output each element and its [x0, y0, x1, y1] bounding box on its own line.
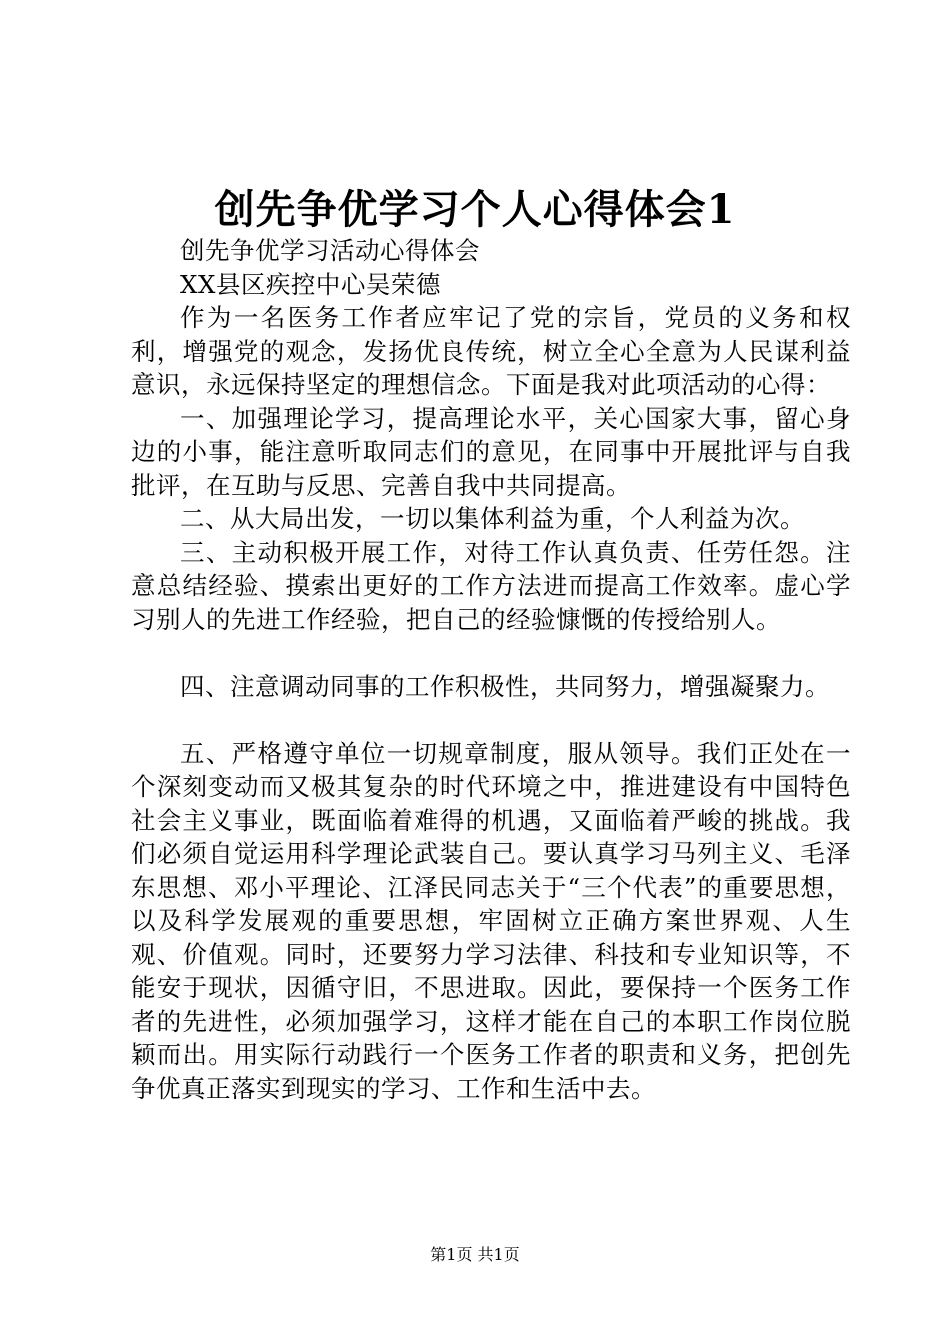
page-footer: 第1页 共1页	[430, 1245, 520, 1264]
document-body	[131, 234, 851, 1105]
point-two-paragraph: 二、从大局出发，一切以集体利益为重，个人利益为次。	[180, 504, 805, 533]
author-paragraph: XX县区疾控中心吴荣德	[180, 269, 441, 299]
intro-paragraph: 作为一名医务工作者应牢记了党的宗旨，党员的义务和权利，增强党的观念，发扬优良传统，树立全心全意为人民谋利益意识，永远保持坚定的理想信念。下面是我对此项活动的心得：	[131, 303, 851, 399]
subtitle-paragraph: 创先争优学习活动心得体会	[180, 236, 480, 265]
point-four-paragraph: 四、注意调动同事的工作积极性，共同努力，增强凝聚力。	[180, 671, 830, 701]
point-three-paragraph: 三、主动积极开展工作，对待工作认真负责、任劳任怨。注意总结经验、摸索出更好的工作方法进而提高工作效率。虚心学习别人的先进工作经验，把自己的经验慷慨的传授给别人。	[131, 537, 851, 634]
point-one-paragraph: 一、加强理论学习，提高理论水平，关心国家大事，留心身边的小事，能注意听取同志们的意见，在同事中开展批评与自我批评，在互助与反思、完善自我中共同提高。	[131, 403, 851, 500]
point-five-paragraph: 五、严格遵守单位一切规章制度，服从领导。我们正处在一个深刻变动而又极其复杂的时代环境之中，推进建设有中国特色社会主义事业，既面临着难得的机遇，又面临着严峻的挑战。我们必须自觉运用科学理论武装自己。要认真学习马列主义、毛泽东思想、邓小平理论、江泽民同志关于“三个代表”的重要思想，以及科学发展观的重要思想，牢固树立正确方案世界观、人生观、价值观。同时，还要努力学习法律、科技和专业知识等，不能安于现状，因循守旧，不思进取。因此，要保持一个医务工作者的先进性，必须加强学习，这样才能在自己的本职工作岗位脱颖而出。用实际行动践行一个医务工作者的职责和义务，把创先争优真正落实到现实的学习、工作和生活中去。	[131, 738, 851, 1103]
document-title: 创先争优学习个人心得体会1	[214, 186, 736, 233]
